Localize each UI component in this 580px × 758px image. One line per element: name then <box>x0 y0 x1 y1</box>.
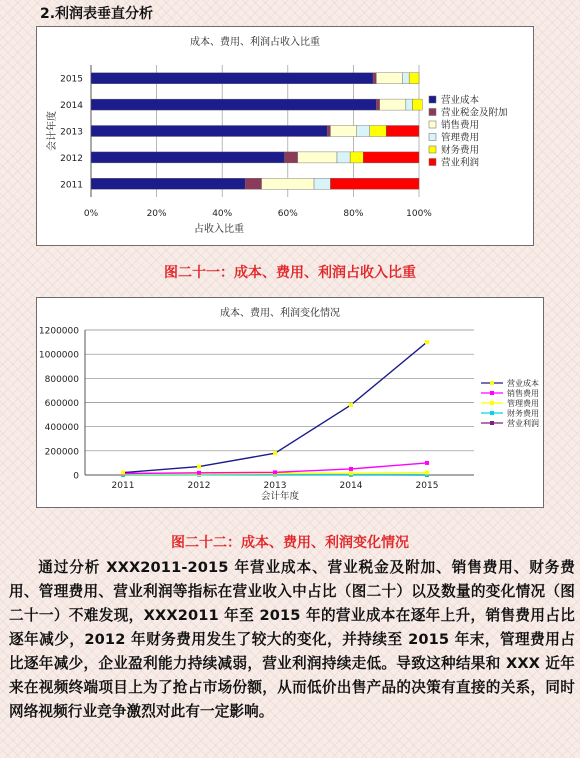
legend-swatch <box>429 96 436 103</box>
stacked-bar-chart <box>36 26 534 246</box>
x-tick-label: 2014 <box>339 481 363 491</box>
legend-label: 财务费用 <box>441 145 480 156</box>
line-chart-svg <box>37 298 543 507</box>
data-point <box>197 465 201 469</box>
line-chart <box>36 297 544 508</box>
x-axis-label: 占收入比重 <box>194 224 244 235</box>
bar-segment-3 <box>380 99 406 110</box>
x-tick-label: 2012 <box>187 481 211 491</box>
x-axis-label: 会计年度 <box>260 491 300 502</box>
bar-segment-1 <box>91 178 245 189</box>
data-point <box>349 467 353 471</box>
legend-label: 营业税金及附加 <box>441 107 508 119</box>
y-tick-label: 2012 <box>60 153 83 164</box>
bar-segment-2 <box>285 152 298 163</box>
x-tick-label: 2011 <box>111 481 135 491</box>
legend-marker <box>490 411 494 415</box>
bar-segment-2 <box>376 99 379 110</box>
y-tick-label: 1200000 <box>38 326 79 337</box>
data-point <box>273 470 277 474</box>
bar-segment-2 <box>327 126 330 137</box>
y-tick-label: 0 <box>73 471 79 482</box>
y-tick-label: 2015 <box>60 74 83 85</box>
legend-swatch <box>429 109 436 116</box>
figure-caption-21: 图二十一：成本、费用、利润占收入比重 <box>164 265 416 281</box>
x-tick-label: 20% <box>146 209 167 219</box>
y-tick-label: 800000 <box>44 374 79 385</box>
legend-label: 营业成本 <box>441 95 480 106</box>
bar-segment-4 <box>337 152 350 163</box>
legend-marker <box>490 381 494 385</box>
section-heading: 2.利润表垂直分析 <box>40 6 154 22</box>
stacked-bar-chart-svg <box>37 27 533 245</box>
figure-caption-22: 图二十二：成本、费用、利润变化情况 <box>171 535 409 551</box>
bar-segment-2 <box>373 73 376 84</box>
bar-segment-1 <box>91 126 327 137</box>
data-point <box>121 471 125 475</box>
data-point <box>349 403 353 407</box>
x-tick-label: 80% <box>343 209 364 219</box>
bar-segment-3 <box>298 152 337 163</box>
legend-label: 销售费用 <box>441 120 480 131</box>
legend-label: 销售费用 <box>507 389 539 398</box>
legend-marker <box>490 401 494 405</box>
legend-label: 财务费用 <box>507 409 539 418</box>
bar-segment-1 <box>91 73 373 84</box>
legend-swatch <box>429 134 436 141</box>
data-point <box>349 471 353 475</box>
bar-segment-1 <box>91 152 285 163</box>
bar-segment-5 <box>370 126 386 137</box>
x-tick-label: 2013 <box>263 481 287 491</box>
y-tick-label: 400000 <box>44 423 79 434</box>
y-tick-label: 2014 <box>60 101 83 112</box>
bar-segment-6 <box>330 178 419 189</box>
x-tick-label: 60% <box>277 209 298 219</box>
y-tick-label: 600000 <box>44 399 79 409</box>
legend-label: 营业利润 <box>441 157 480 169</box>
legend-marker <box>490 421 494 425</box>
bar-segment-4 <box>406 99 413 110</box>
x-tick-label: 40% <box>212 209 233 219</box>
bar-segment-5 <box>350 152 363 163</box>
y-tick-label: 200000 <box>44 447 79 458</box>
chart-title: 成本、费用、利润变化情况 <box>220 308 340 319</box>
bar-segment-3 <box>376 73 402 84</box>
data-point <box>425 340 429 344</box>
data-point <box>425 471 429 475</box>
bar-segment-6 <box>363 152 419 163</box>
legend-swatch <box>429 121 436 128</box>
bar-segment-4 <box>314 178 330 189</box>
x-tick-label: 0% <box>83 209 99 219</box>
bar-segment-1 <box>91 99 376 110</box>
y-tick-label: 1000000 <box>38 350 79 361</box>
legend-label: 营业利润 <box>507 419 539 428</box>
y-tick-label: 2013 <box>60 127 83 138</box>
data-point <box>425 461 429 465</box>
bar-segment-4 <box>403 73 410 84</box>
legend-marker <box>490 391 494 395</box>
legend-label: 管理费用 <box>441 132 480 144</box>
bar-segment-5 <box>412 99 422 110</box>
y-axis-label: 会计年度 <box>47 111 58 151</box>
x-tick-label: 100% <box>406 209 432 219</box>
legend-swatch <box>429 146 436 153</box>
legend-swatch <box>429 159 436 166</box>
chart-title: 成本、费用、利润占收入比重 <box>190 37 320 48</box>
y-tick-label: 2011 <box>60 180 83 191</box>
bar-segment-3 <box>262 178 314 189</box>
bar-segment-6 <box>386 126 419 137</box>
bar-segment-2 <box>245 178 261 189</box>
bar-segment-3 <box>330 126 356 137</box>
analysis-paragraph: 通过分析 XXX2011-2015 年营业成本、营业税金及附加、销售费用、财务费用、管理费用、营业利润等指标在营业收入中占比（图二十）以及数量的变化情况（图二十一）不难发现，XXX2011 年至 2015 年的营业成本在逐年上升，销售费用占比逐年减少，2012 年财务费用发生了较大的变化，并持续至 2015 年末，管理费用占比逐年减少，企业盈利能力持续减弱，营业利润持续走低。导致这种结果和 XXX 近年来在视频终端项目上为了抢占市场份额，从而低价出售产品的决策有直接的关系，同时网络视频行业竞争激烈对此有一定影响。 <box>9 559 575 720</box>
data-point <box>273 451 277 455</box>
bar-segment-4 <box>357 126 370 137</box>
legend-label: 管理费用 <box>507 399 539 408</box>
data-point <box>197 471 201 475</box>
bar-segment-5 <box>409 73 419 84</box>
legend-label: 营业成本 <box>507 379 539 388</box>
x-tick-label: 2015 <box>415 481 439 491</box>
